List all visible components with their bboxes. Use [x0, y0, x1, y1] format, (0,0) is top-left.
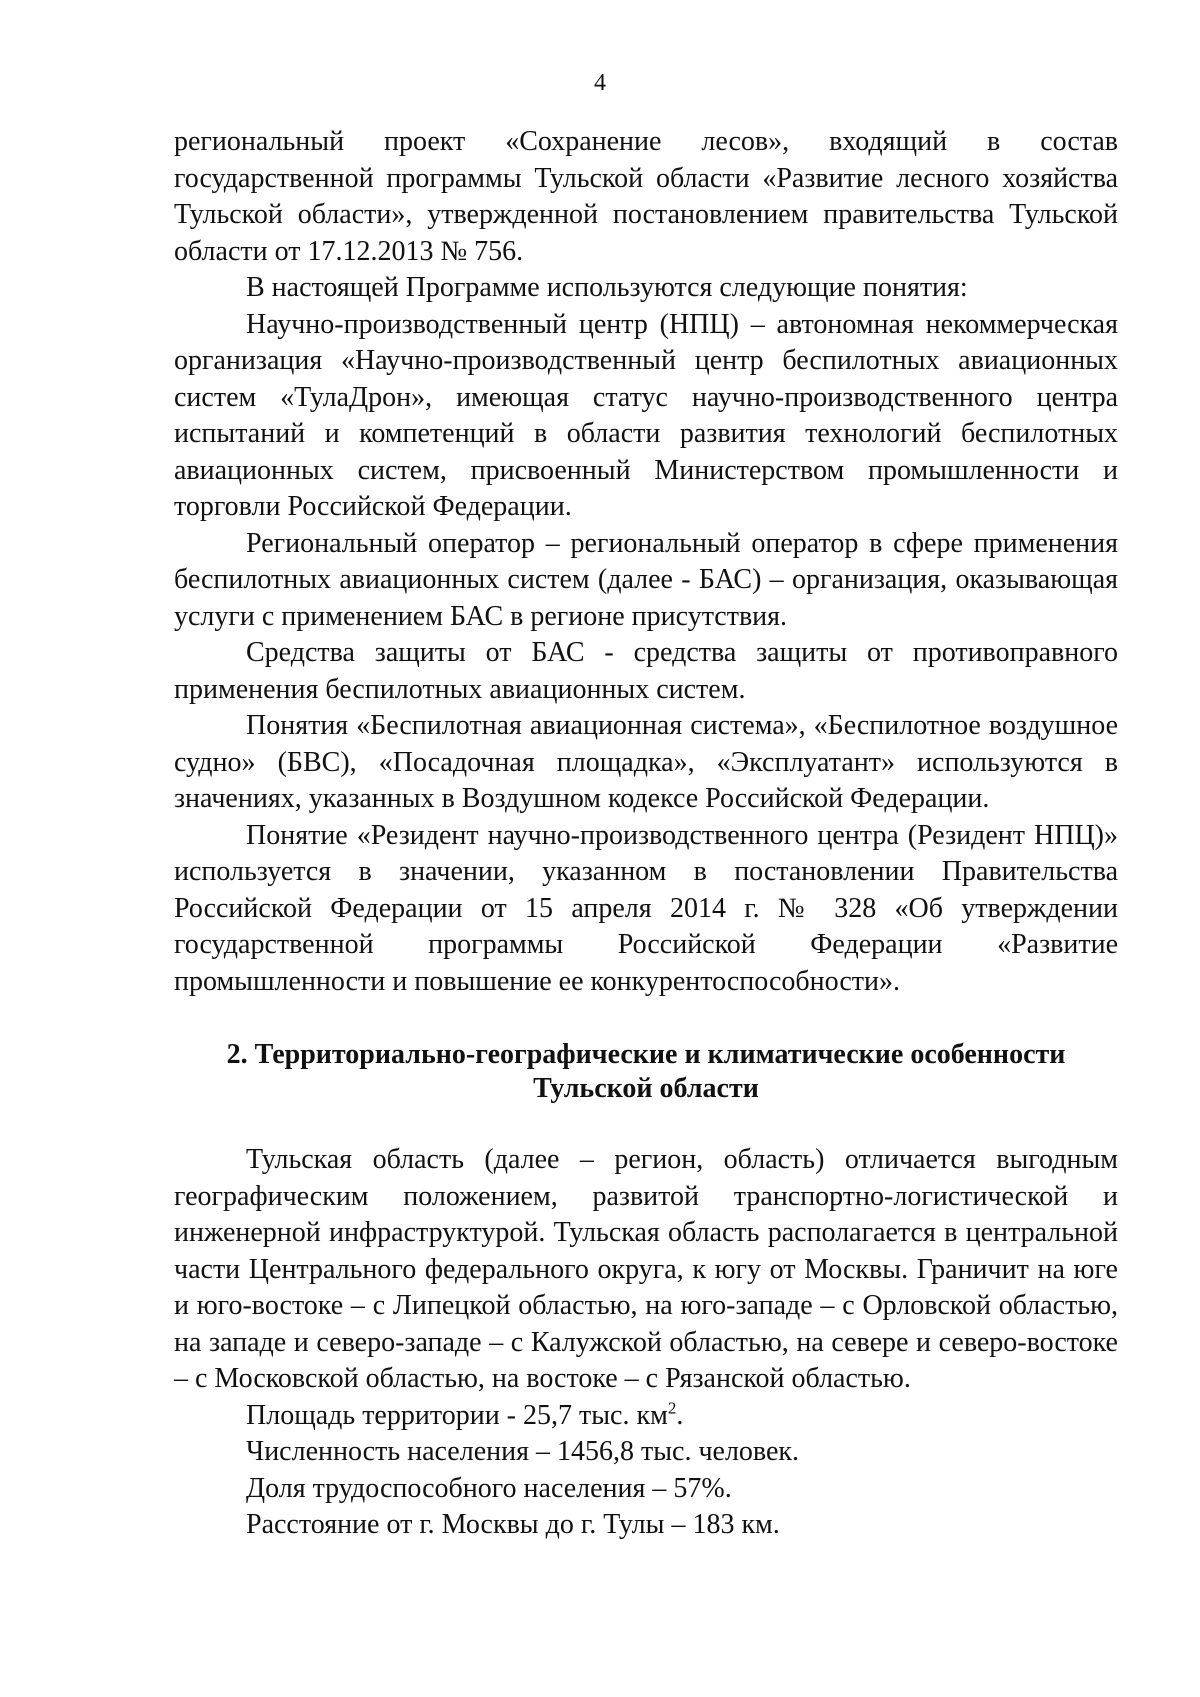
section-2-heading	[174, 1038, 1118, 1106]
definition-npc: Научно-производственный центр (НПЦ) – автономная некоммерческая организация «Научно-производственный центр беспилотных авиационных систем «ТулаДрон», имеющая статус научно-производственного центра испытаний и компетенций в области развития технологий беспилотных авиационных систем, присвоенный Министерством промышленности и торговли Российской Федерации.	[174, 308, 1118, 522]
definition-regional-operator: Региональный оператор – региональный оператор в сфере применения беспилотных авиационных систем (далее - БАС) – организация, оказывающая услуги с применением БАС в регионе присутствия.	[174, 527, 1118, 632]
section-2-heading-line-1: 2. Территориально-географические и климатические особенности	[226, 1039, 1066, 1070]
area-text: Площадь территории - 25,7 тыс. км	[246, 1399, 668, 1431]
workforce-line: Доля трудоспособного населения – 57%.	[246, 1472, 732, 1504]
population-line: Численность населения – 1456,8 тыс. человек.	[246, 1436, 800, 1467]
definition-uas-terms: Понятия «Беспилотная авиационная система», «Беспилотное воздушное судно» (БВС), «Посадочная площадка», «Эксплуатант» используются в значениях, указанных в Воздушном кодексе Российской Федерации.	[174, 710, 1118, 814]
area-end: .	[676, 1399, 684, 1431]
distance-line: Расстояние от г. Москвы до г. Тулы – 183 км.	[246, 1509, 780, 1540]
region-description-paragraph: Тульская область (далее – регион, область) отличается выгодным географическим положением, развитой транспортно-логистической и инженерной инфраструктурой. Тульская область располагается в центральной части Центрального федерального округа, к югу от Москвы. Граничит на юге и юго-востоке – с Липецкой областью, на юго-западе – с Орловской областью, на западе и северо-западе – с Калужской областью, на севере и северо-востоке – с Московской областью, на востоке – с Рязанской областью.	[174, 1144, 1118, 1394]
definition-npc-resident: Понятие «Резидент научно-производственного центра (Резидент НПЦ)» используется в значении, указанном в постановлении Правительства Российской Федерации от 15 апреля 2014 г. № 328 «Об утверждении государственной программы Российской Федерации «Развитие промышленности и повышение ее конкурентоспособности».	[174, 819, 1118, 997]
intro-continuation-paragraph: региональный проект «Сохранение лесов», входящий в состав государственной программы Тульской области «Развитие лесного хозяйства Тульской области», утвержденной постановлением правительства Тульской области от 17.12.2013 № 756.	[174, 126, 1118, 267]
definition-protection-means: Средства защиты от БАС - средства защиты от противоправного применения беспилотных авиационных систем.	[174, 637, 1118, 705]
page-number: 4	[594, 70, 606, 96]
area-line	[174, 1398, 1118, 1435]
terms-lead-paragraph: В настоящей Программе используются следующие понятия:	[246, 272, 968, 303]
section-2-heading-line-2: Тульской области	[533, 1073, 759, 1104]
area-superscript: 2	[667, 1398, 677, 1418]
document-body	[174, 124, 1118, 1544]
